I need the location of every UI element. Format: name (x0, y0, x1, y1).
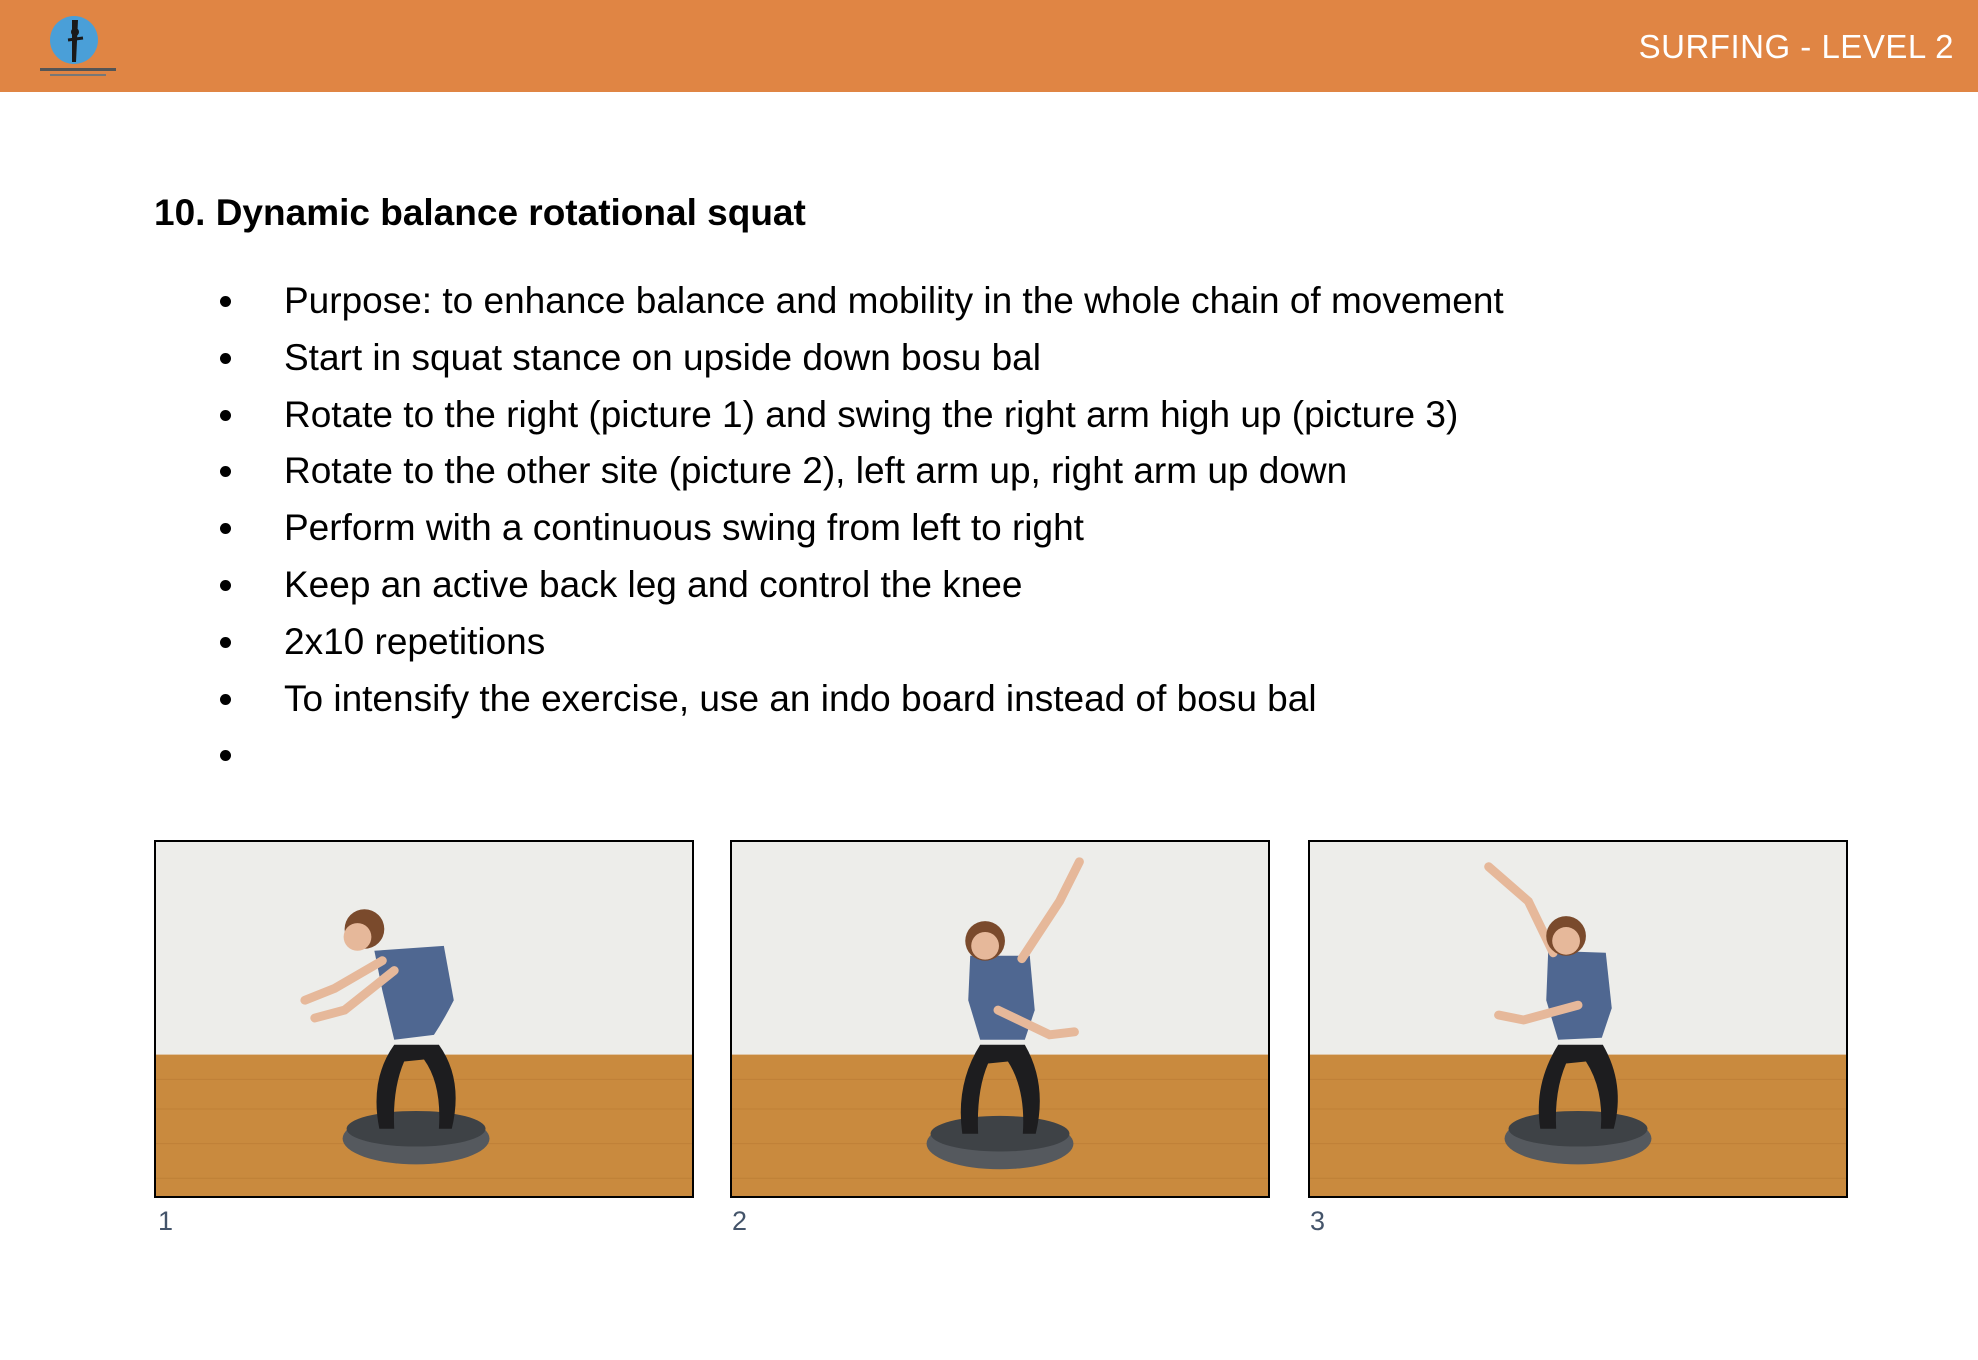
bullet-icon (220, 580, 231, 591)
header-title: SURFING - LEVEL 2 (1638, 28, 1954, 65)
bullet-icon (220, 410, 231, 421)
bullet-icon (220, 296, 231, 307)
bullet-icon (220, 637, 231, 648)
photo-caption-3: 3 (1310, 1206, 1326, 1236)
photo-caption-1: 1 (158, 1206, 174, 1236)
bullet-icon (220, 750, 231, 761)
exercise-photo-1 (154, 840, 694, 1198)
exercise-photo-3 (1308, 840, 1848, 1198)
bullet-icon (220, 523, 231, 534)
exercise-photo-2 (730, 840, 1270, 1198)
photo-caption-2: 2 (732, 1206, 748, 1236)
bullet-icon (220, 466, 231, 477)
header-band (0, 0, 1978, 92)
bullet-icon (220, 694, 231, 705)
surfer-logo-icon (28, 10, 128, 82)
bullet-icon (220, 353, 231, 364)
exercise-title: 10. Dynamic balance rotational squat (154, 192, 806, 233)
